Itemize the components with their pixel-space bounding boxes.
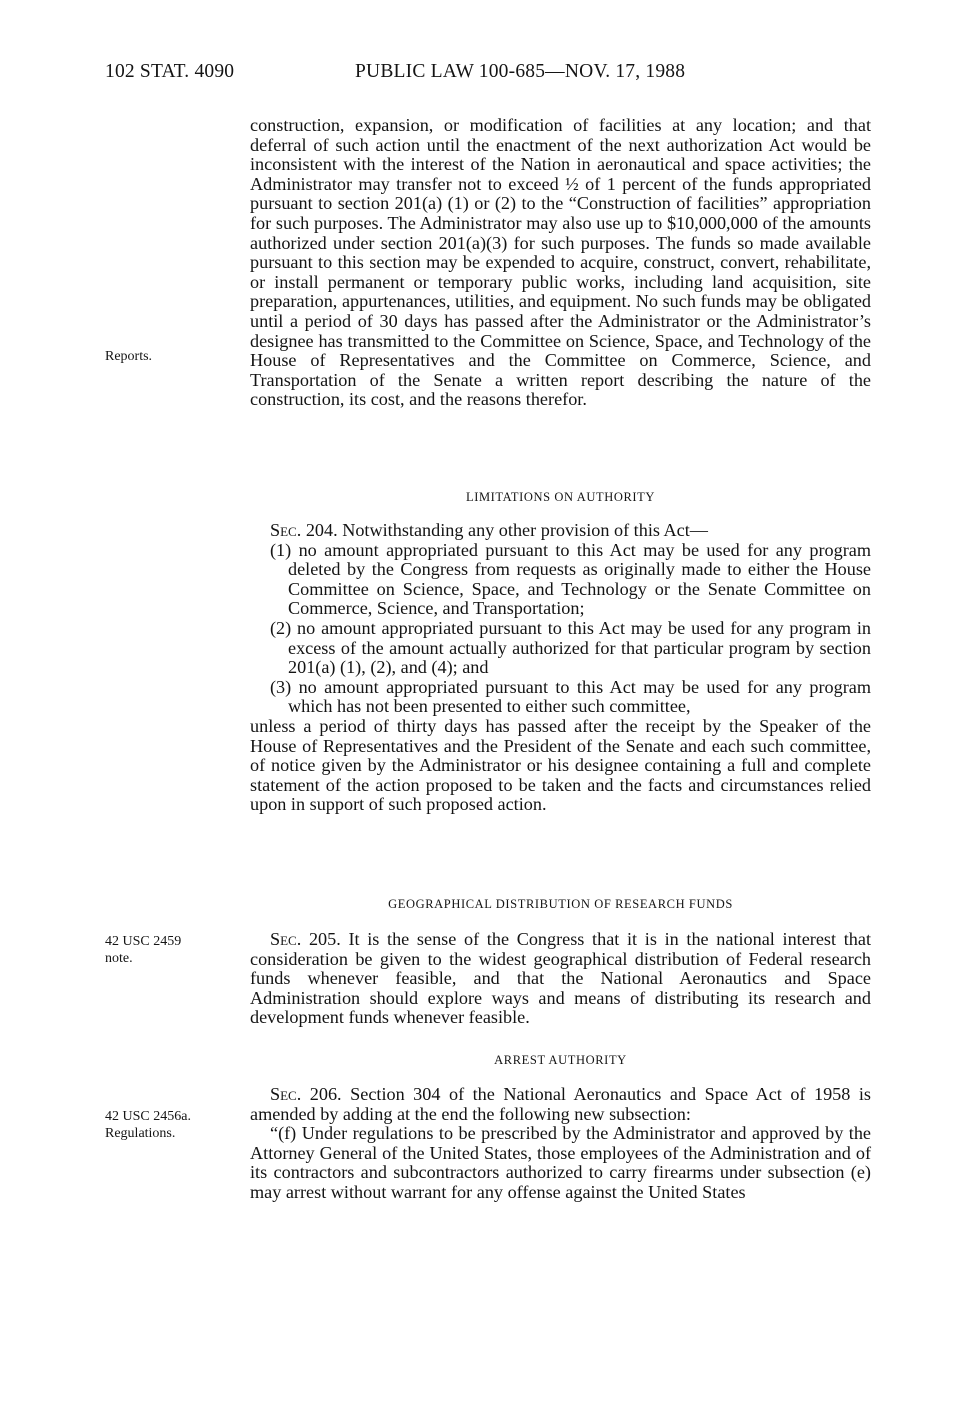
section-204-intro [250, 521, 871, 541]
section-heading-geographical: GEOGRAPHICAL DISTRIBUTION OF RESEARCH FUNDS [388, 897, 733, 911]
margin-note-42-usc-2459 [105, 933, 181, 967]
section-204-item-2: (2) no amount appropriated pursuant to this Act may be used for any program in excess of the amount actually authorized for that particular program by section 201(a) (1), (2), and (4); and [270, 617, 871, 678]
section-205-text: It is the sense of the Congress that it is in the national interest that consideration be given to the widest geographical distribution of Federal research funds whenever feasible, and that the National Aeronautics and Space Administration should explore ways and means of distributing its research and development funds whenever feasible. [250, 929, 872, 1028]
margin-note-42-usc-2456a [105, 1108, 191, 1142]
continuation-text: construction, expansion, or modification of facilities at any location; and that deferral of such action until the enactment of the next authorization Act would be inconsistent with the interest of the Nation in aeronautical and space activities; the Administrator may transfer not to exceed ½ of 1 percent of the funds appropriated pursuant to section 201(a) (1) or (2) to the “Construction of facilities” appropriation for such purposes. The Administrator may also use up to $10,000,000 of the amounts authorized under section 201(a)(3) for such purposes. The funds so made available pursuant to this section may be expended to acquire, construct, convert, rehabilitate, or install permanent or temporary public works, including land acquisition, site preparation, appurtenances, utilities, and equipment. No such funds may be obligated until a period of 30 days has passed after the Administrator or the Administrator’s designee has transmitted to the Committee on Science, Space, and Technology of the House of Representatives and the Committee on Commerce, Science, and Transportation of the Senate a written report describing the nature of the construction, its cost, and the reasons therefor. [250, 115, 871, 410]
section-205-label: Sec. 205. [270, 929, 341, 949]
margin-note-regulations: Regulations. [105, 1126, 176, 1141]
section-204-item-3: (3) no amount appropriated pursuant to this Act may be used for any program which has not been presented to either such committee, [270, 676, 871, 717]
section-206-quoted-subsection: “(f) Under regulations to be prescribed by the Administrator and approved by the Attorney General of the United States, those employees of the Administration and of its contractors and subcontractors authorized to carry firearms under subsection (e) may arrest without warrant for any offense against the United States [250, 1123, 871, 1202]
section-206-label: Sec. 206. [270, 1084, 342, 1104]
section-206-intro [250, 1085, 871, 1124]
section-206 [250, 1085, 871, 1203]
section-204-closing: unless a period of thirty days has passed after the receipt by the Speaker of the House of Representatives and the President of the Senate and each such committee, of notice given by the Administrator or his designee containing a full and complete statement of the action proposed to be taken and the facts and circumstances relied upon in support of such proposed action. [250, 715, 871, 815]
margin-note-citation: 42 USC 2459 [105, 934, 182, 949]
section-204-item-1: (1) no amount appropriated pursuant to this Act may be used for any program deleted by the Congress from requests as originally made to either the House Committee on Science, Space, and Technology or the Senate Committee on Commerce, Science, and Transportation; [270, 539, 871, 619]
section-204 [250, 521, 871, 815]
section-205-paragraph [250, 930, 871, 1028]
section-205 [250, 930, 871, 1028]
margin-note-citation-2456a: 42 USC 2456a. [105, 1109, 191, 1124]
section-heading-limitations: LIMITATIONS ON AUTHORITY [465, 490, 656, 504]
public-law-header: PUBLIC LAW 100-685—NOV. 17, 1988 [355, 61, 686, 82]
section-206-intro-text: Section 304 of the National Aeronautics and Space Act of 1958 is amended by adding at the end the following new subsection: [250, 1084, 871, 1124]
continuation-paragraph [250, 116, 871, 410]
section-204-intro-text: Notwithstanding any other provision of this Act— [342, 520, 708, 540]
margin-note-reports: Reports. [105, 349, 153, 364]
section-heading-arrest: ARREST AUTHORITY [494, 1053, 627, 1067]
margin-note-note: note. [105, 951, 133, 966]
section-204-label: Sec. 204. [270, 520, 338, 540]
statute-page-number: 102 STAT. 4090 [105, 61, 235, 82]
